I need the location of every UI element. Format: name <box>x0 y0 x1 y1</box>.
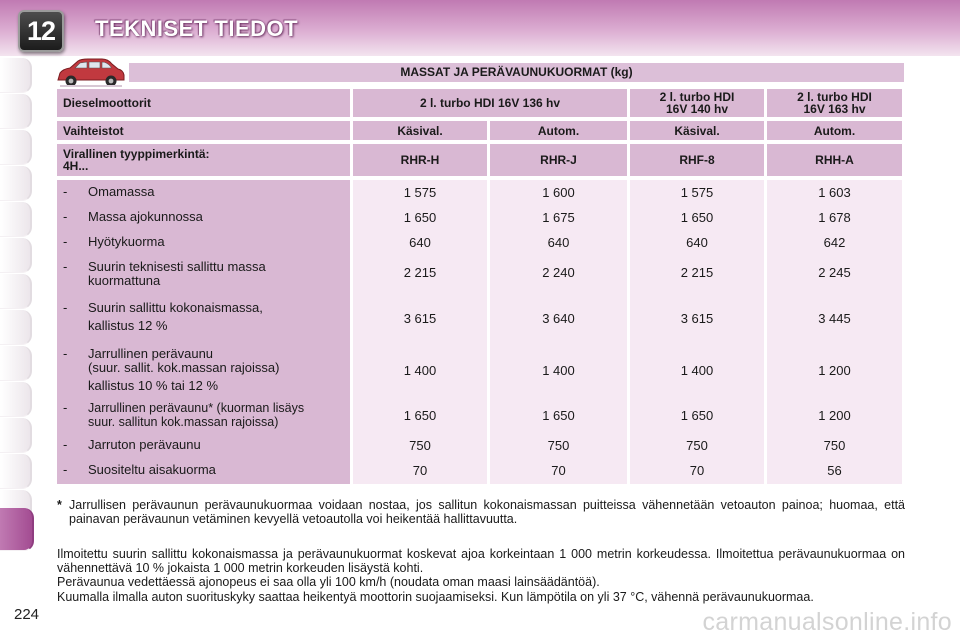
table-cell: 3 445 <box>818 311 851 326</box>
table-cell: 70 <box>551 463 566 478</box>
table-cell: 1 400 <box>542 363 575 378</box>
note-paragraph: Ilmoitettu suurin sallittu kokonaismassa ja perävaunukuormat koskevat ajoa korkeintaan 1 000 metrin korkeudessa. Ilmoitettua perävaunukuormaa on vähennettävä 10 % jokaista 1 000 metrin korkeuden lisäystä kohti. <box>57 547 905 575</box>
engine-header: 2 l. turbo HDI 16V 136 hv <box>353 89 627 117</box>
row-label: - Hyötykuorma <box>63 234 165 249</box>
table-body <box>57 180 904 484</box>
table-cell: 2 245 <box>818 265 851 280</box>
table-cell: 1 650 <box>680 210 714 225</box>
chapter-tab[interactable] <box>0 418 32 453</box>
chapter-tab[interactable] <box>0 310 32 345</box>
table-cell: 1 650 <box>403 210 437 225</box>
value-column <box>767 180 902 484</box>
table-cell: 1 650 <box>680 408 714 423</box>
row-label: - Suositeltu aisakuorma <box>63 462 216 477</box>
table-cell: 2 240 <box>542 265 575 280</box>
row-label: - Suurin teknisesti sallittu massa kuormattuna <box>63 259 266 288</box>
table-cell: 56 <box>827 463 842 478</box>
gearbox-label: Vaihteistot <box>57 121 350 140</box>
gearbox-header: Autom. <box>767 121 902 140</box>
type-header: RHR-H <box>353 144 487 176</box>
table-cell: 1 650 <box>542 408 575 423</box>
gearbox-header: Käsival. <box>353 121 487 140</box>
chapter-tab[interactable] <box>0 382 32 417</box>
table-cell: 640 <box>547 235 570 250</box>
table-cell: 750 <box>409 438 431 453</box>
page-title: TEKNISET TIEDOT <box>95 16 299 41</box>
row-label: - Jarruton perävaunu <box>63 437 201 452</box>
table-cell: 1 400 <box>680 363 714 378</box>
table-cell: 3 615 <box>680 311 714 326</box>
table-cell: 2 215 <box>680 265 714 280</box>
header-band <box>0 0 960 56</box>
watermark: carmanualsonline.info <box>702 608 952 636</box>
chapter-tab[interactable] <box>0 202 32 237</box>
table-cell: 1 200 <box>818 408 851 423</box>
table-cell: 1 675 <box>542 210 575 225</box>
table-cell: 1 603 <box>818 185 851 200</box>
table-cell: 1 678 <box>818 210 851 225</box>
table-cell: 1 200 <box>818 363 851 378</box>
table-cell: 3 615 <box>403 311 437 326</box>
engine-header: 2 l. turbo HDI 16V 163 hv <box>767 89 902 117</box>
type-header: RHH-A <box>767 144 902 176</box>
engine-label: Dieselmoottorit <box>57 89 350 117</box>
table-cell: 1 400 <box>403 363 437 378</box>
table-cell: 2 215 <box>403 265 437 280</box>
chapter-tab[interactable] <box>0 454 32 489</box>
table-cell: 750 <box>547 438 570 453</box>
value-column <box>353 180 487 484</box>
row-label: - Jarrullinen perävaunu* (kuorman lisäys suur. sallitun kok.massan rajoissa) <box>63 400 305 429</box>
car-side-icon <box>54 56 126 90</box>
chapter-tab[interactable] <box>0 238 32 273</box>
table-cell: 70 <box>412 463 428 478</box>
chapter-tab[interactable] <box>0 94 32 129</box>
engine-header: 2 l. turbo HDI 16V 140 hv <box>630 89 764 117</box>
chapter-tab-active[interactable] <box>0 508 34 551</box>
row-label: - Suurin sallittu kokonaismassa, kallistus 12 % <box>63 300 263 333</box>
page-number: 224 <box>14 606 40 623</box>
table-cell: 750 <box>686 438 708 453</box>
table-cell: 1 575 <box>680 185 714 200</box>
table-title: MASSAT JA PERÄVAUNUKUORMAT (kg) <box>129 63 904 82</box>
value-column <box>490 180 627 484</box>
engine-row <box>57 89 904 117</box>
gearbox-header: Käsival. <box>630 121 764 140</box>
note-paragraph: Kuumalla ilmalla auton suorituskyky saattaa heikentyä moottorin suojaamiseksi. Kun lämpötila on yli 37 °C, vähennä perävaunukuormaa. <box>57 590 814 604</box>
table-cell: 3 640 <box>542 311 575 326</box>
gearbox-row <box>57 121 904 140</box>
chapter-tab[interactable] <box>0 346 32 381</box>
chapter-tab[interactable] <box>0 274 32 309</box>
footnote-marker: * <box>57 498 62 512</box>
type-label: Virallinen tyyppimerkintä: 4H... <box>57 144 350 176</box>
table-cell: 642 <box>823 235 846 250</box>
chapter-tab[interactable] <box>0 166 32 201</box>
gearbox-header: Autom. <box>490 121 627 140</box>
chapter-badge: 12 <box>18 10 64 52</box>
type-header: RHF-8 <box>630 144 764 176</box>
footnote <box>57 498 905 526</box>
table-cell: 640 <box>409 235 431 250</box>
row-labels <box>57 180 350 484</box>
note-paragraph: Perävaunua vedettäessä ajonopeus ei saa olla yli 100 km/h (noudata oman maasi lainsäädäntöä). <box>57 575 600 589</box>
table-cell: 640 <box>686 235 708 250</box>
table-cell: 1 650 <box>403 408 437 423</box>
chapter-tab[interactable] <box>0 130 32 165</box>
table-cell: 750 <box>823 438 846 453</box>
footnote-text: Jarrullisen perävaunun perävaunukuormaa voidaan nostaa, jos sallitun kokonaismassan puitteissa vähennetään vetoauton painoa; huomaa, että painavan perävaunun vetäminen kevyellä vetoautolla voi heikentää hallittavuutta. <box>69 498 905 526</box>
type-row <box>57 144 904 176</box>
chapter-tabs <box>0 58 34 578</box>
table-cell: 1 600 <box>542 185 575 200</box>
type-header: RHR-J <box>490 144 627 176</box>
row-label: - Massa ajokunnossa <box>63 209 203 224</box>
row-label: - Jarrullinen perävaunu (suur. sallit. kok.massan rajoissa) kallistus 10 % tai 12 % <box>63 346 280 393</box>
chapter-tab[interactable] <box>0 58 32 93</box>
row-label: - Omamassa <box>63 184 155 199</box>
value-column <box>630 180 764 484</box>
table-cell: 70 <box>689 463 705 478</box>
table-cell: 1 575 <box>403 185 437 200</box>
